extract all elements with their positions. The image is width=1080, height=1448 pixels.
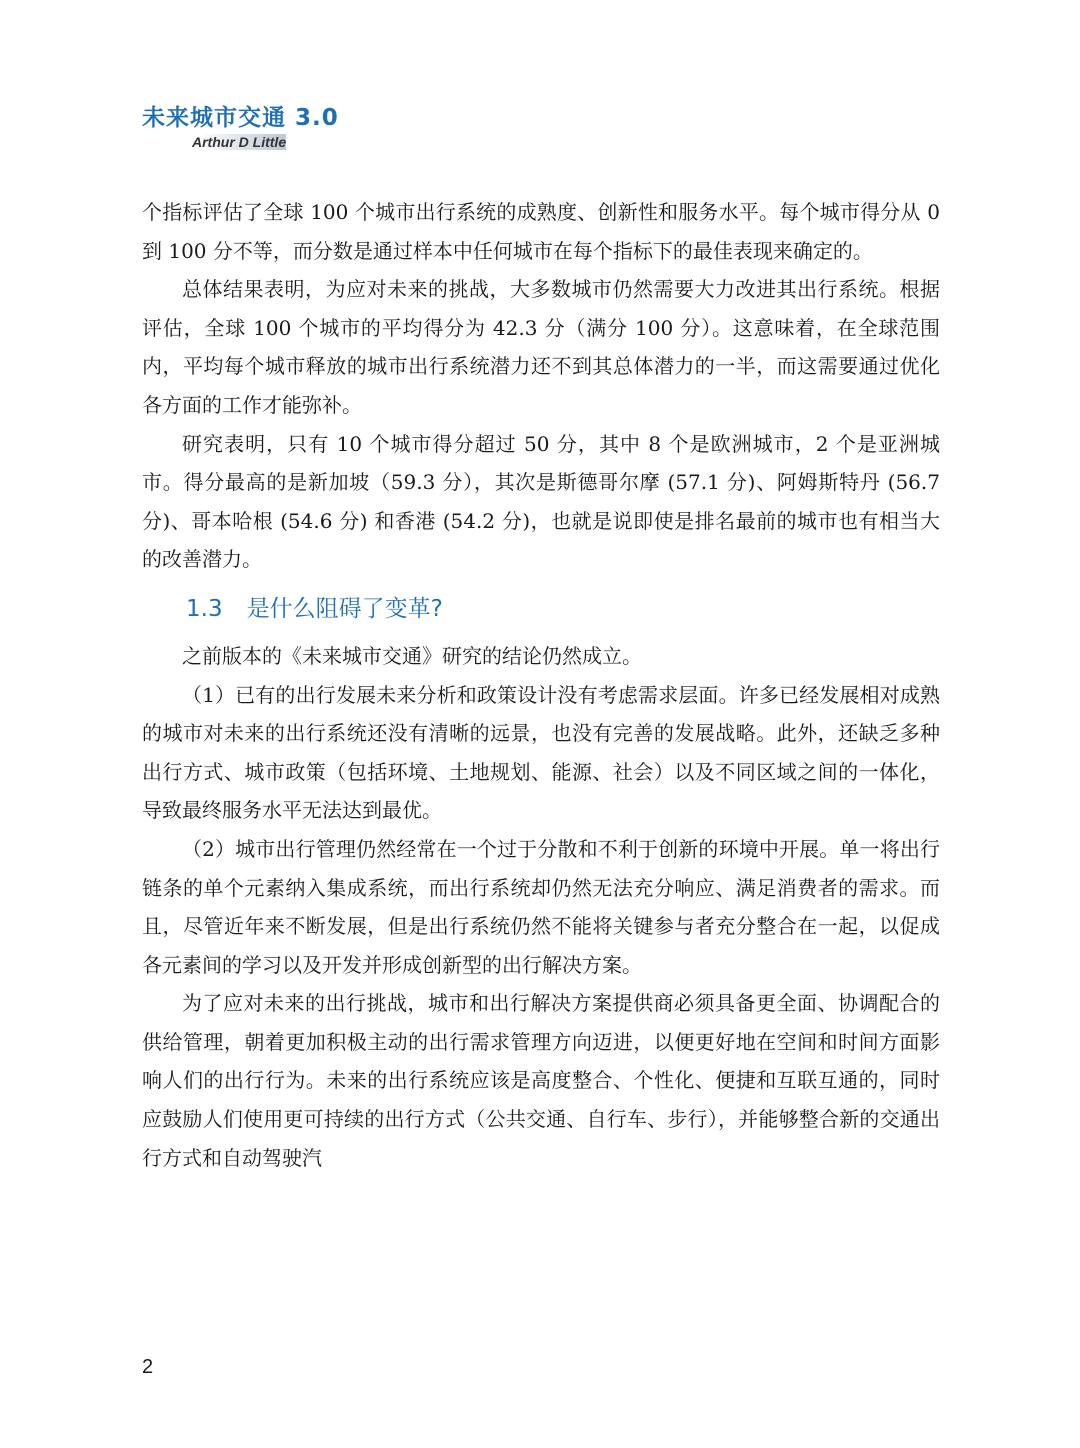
paragraph: 个指标评估了全球 100 个城市出行系统的成熟度、创新性和服务水平。每个城市得分从 0 到 100 分不等，而分数是通过样本中任何城市在每个指标下的最佳表现来确定的。 [142, 200, 940, 263]
paragraph: 研究表明，只有 10 个城市得分超过 50 分，其中 8 个是欧洲城市，2 个是亚洲城市。得分最高的是新加坡（59.3 分），其次是斯德哥尔摩 (57.1 分)、阿姆斯特丹 (56.7 分)、哥本哈根 (54.6 分) 和香港 (54.2 分)，也就是说即使是排名最前的城市也有相当大的改善潜力。 [142, 431, 940, 572]
running-header [142, 104, 339, 151]
publisher-logo-text: Arthur D Little [188, 134, 286, 150]
page-number: 2 [142, 1356, 154, 1378]
section-title: 是什么阻碍了变革? [246, 595, 443, 622]
paragraph: （2）城市出行管理仍然经常在一个过于分散和不利于创新的环境中开展。单一将出行链条的单个元素纳入集成系统，而出行系统却仍然无法充分响应、满足消费者的需求。而且，尽管近年来不断发展，但是出行系统仍然不能将关键参与者充分整合在一起，以促成各元素间的学习以及开发并形成创新型的出行解决方案。 [142, 836, 940, 977]
book-title: 未来城市交通 3.0 [142, 105, 339, 131]
section-heading [186, 589, 940, 629]
paragraph: （1）已有的出行发展未来分析和政策设计没有考虑需求层面。许多已经发展相对成熟的城市对未来的出行系统还没有清晰的远景，也没有完善的发展战略。此外，还缺乏多种出行方式、城市政策（包括环境、土地规划、能源、社会）以及不同区域之间的一体化，导致最终服务水平无法达到最优。 [142, 682, 940, 823]
paragraph: 为了应对未来的出行挑战，城市和出行解决方案提供商必须具备更全面、协调配合的供给管理，朝着更加积极主动的出行需求管理方向迈进，以便更好地在空间和时间方面影响人们的出行行为。未来的出行系统应该是高度整合、个性化、便捷和互联互通的，同时应鼓励人们使用更可持续的出行方式（公共交通、自行车、步行），并能够整合新的交通出行方式和自动驾驶汽 [142, 991, 940, 1170]
paragraph: 总体结果表明，为应对未来的挑战，大多数城市仍然需要大力改进其出行系统。根据评估，全球 100 个城市的平均得分为 42.3 分（满分 100 分）。这意味着，在全球范围内，平均每个城市释放的城市出行系统潜力还不到其总体潜力的一半，而这需要通过优化各方面的工作才能弥补。 [142, 277, 940, 417]
body-text [142, 193, 940, 1177]
section-number: 1.3 [186, 595, 223, 622]
paragraph: 之前版本的《未来城市交通》研究的结论仍然成立。 [182, 643, 642, 668]
